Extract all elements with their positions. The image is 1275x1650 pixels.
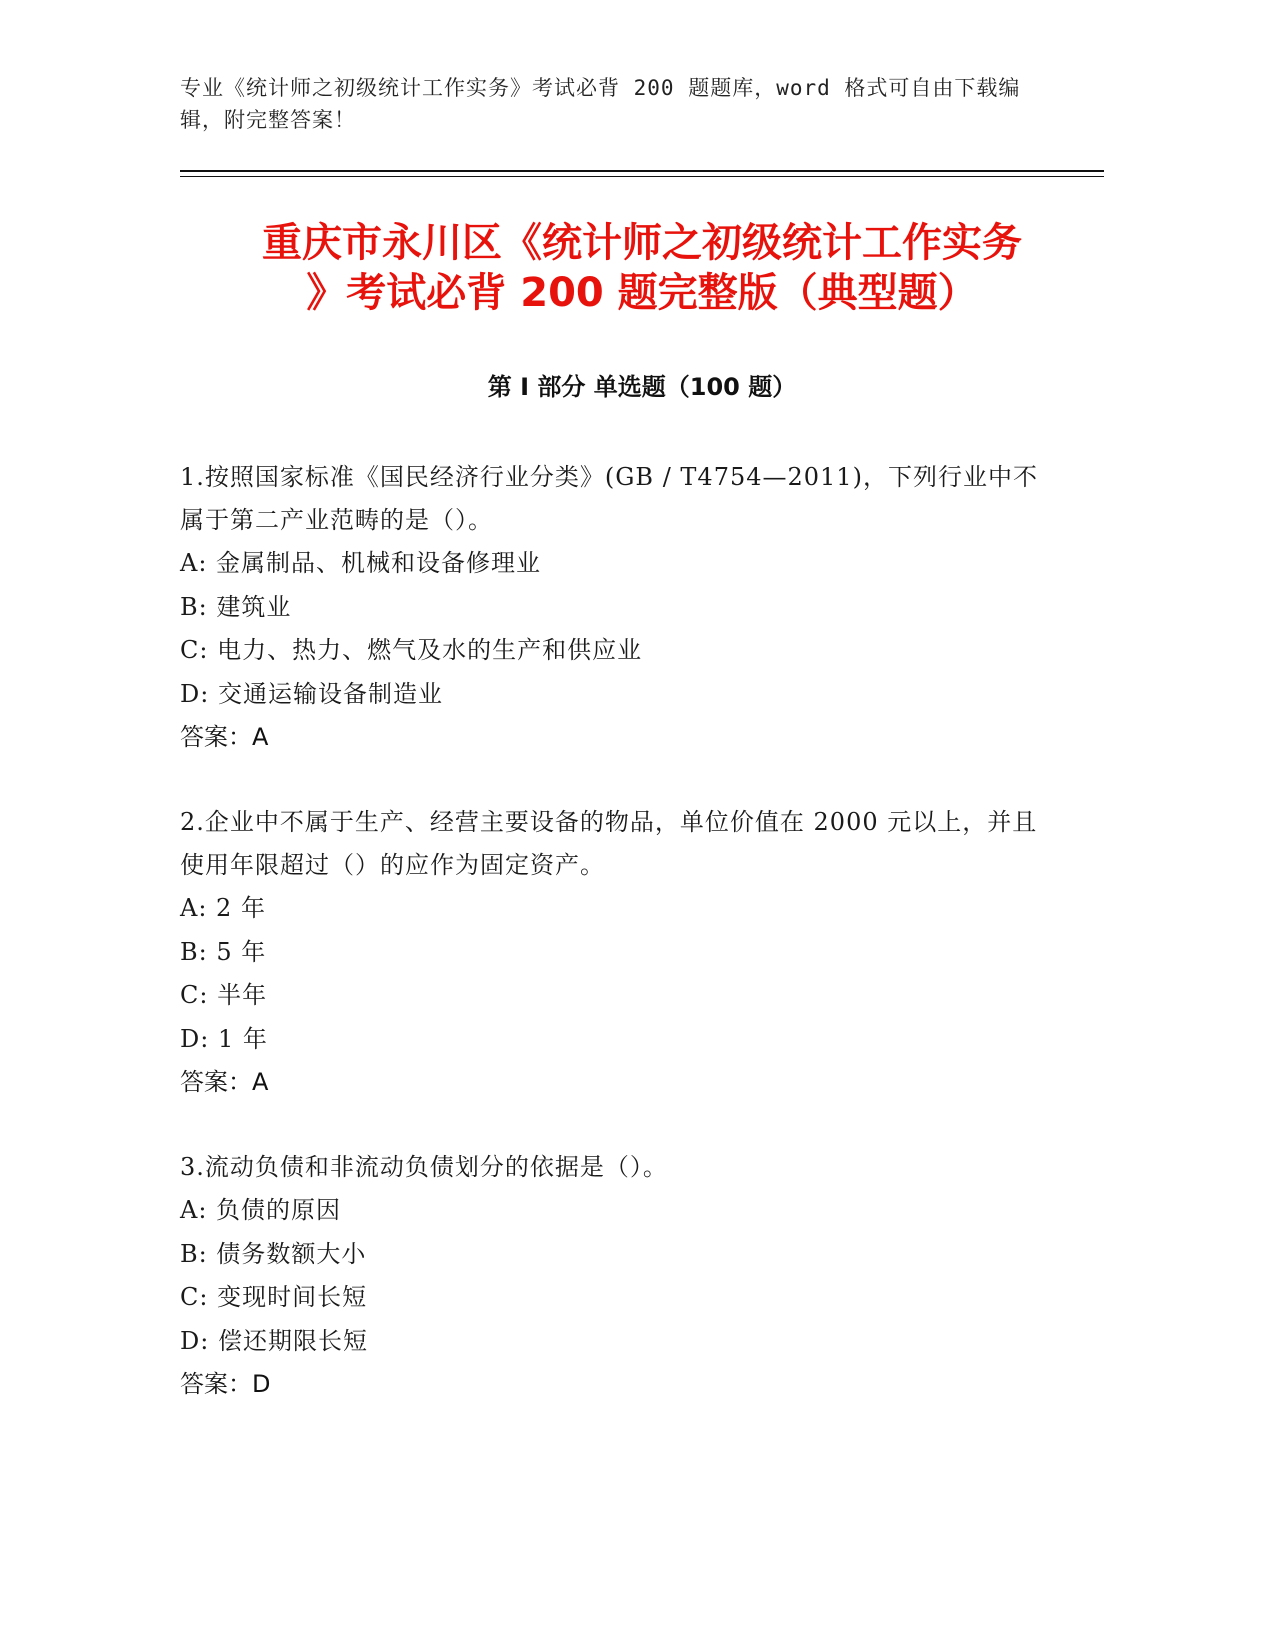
question-answer: 答案：A (180, 723, 269, 751)
question-stem: 1.按照国家标准《国民经济行业分类》(GB / T4754—2011)，下列行业中不属于第二产业范畴的是（）。 (180, 463, 1038, 534)
option-b: B: 建筑业 (180, 592, 292, 621)
question-answer: 答案：D (180, 1370, 271, 1398)
question-1 (180, 456, 1040, 759)
option-d: D: 偿还期限长短 (180, 1326, 368, 1355)
option-a: A: 2 年 (180, 894, 266, 922)
section-heading: 第 I 部分 单选题（100 题） (487, 373, 797, 401)
document-title-line-1: 重庆市永川区《统计师之初级统计工作实务 (262, 220, 1022, 266)
option-b: B: 5 年 (180, 937, 267, 966)
document-title-line-2: 》考试必背 200 题完整版（典型题） (306, 270, 978, 316)
option-b: B: 债务数额大小 (180, 1239, 367, 1268)
header-note: 专业《统计师之初级统计工作实务》考试必背 200 题题库，word 格式可自由下载编辑，附完整答案！ (180, 76, 1021, 132)
option-c: C: 半年 (180, 981, 268, 1009)
option-d: D: 1 年 (180, 1024, 268, 1053)
question-stem: 3.流动负债和非流动负债划分的依据是（）。 (180, 1153, 668, 1181)
question-3 (180, 1146, 1040, 1406)
option-d: D: 交通运输设备制造业 (180, 679, 443, 708)
option-c: C: 变现时间长短 (180, 1283, 368, 1311)
option-c: C: 电力、热力、燃气及水的生产和供应业 (180, 636, 643, 664)
header-rule-thin (180, 176, 1104, 177)
question-2 (180, 801, 1040, 1104)
question-stem: 2.企业中不属于生产、经营主要设备的物品，单位价值在 2000 元以上，并且使用年限超过（）的应作为固定资产。 (180, 808, 1038, 879)
option-a: A: 金属制品、机械和设备修理业 (180, 549, 542, 577)
document-title (180, 218, 1104, 318)
option-a: A: 负债的原因 (180, 1196, 342, 1224)
question-answer: 答案：A (180, 1068, 269, 1096)
question-list (180, 456, 1040, 1448)
header-rule-thick (180, 170, 1104, 172)
